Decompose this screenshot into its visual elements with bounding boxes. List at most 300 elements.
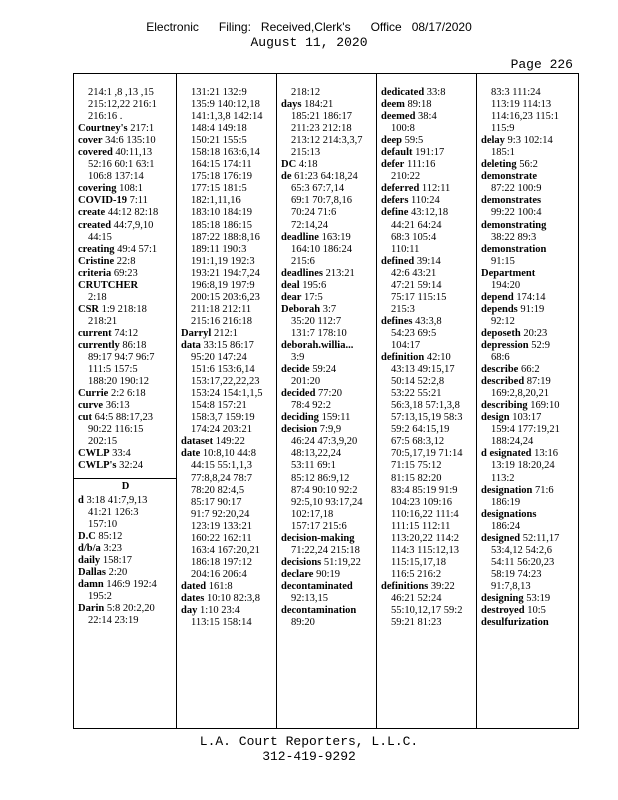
index-entry: data 33:15 86:17 [181, 339, 254, 351]
index-continuation: 157:17 215:6 [291, 520, 347, 532]
index-entry: depression 52:9 [481, 339, 550, 351]
index-headword: definition [381, 352, 425, 364]
index-entry: covering 108:1 [78, 183, 144, 195]
index-headword: dedicated [381, 87, 425, 98]
index-headword: CRUTCHER [78, 279, 139, 291]
index-continuation: 113:19 114:13 [491, 99, 552, 111]
index-continuation: 67:5 68:3,12 [391, 436, 445, 448]
index-headword: create [78, 207, 106, 219]
index-entry: definitions 39:22 [381, 580, 455, 592]
index-entry: d/b/a 3:23 [78, 542, 123, 554]
index-entry: Cristine 22:8 [78, 255, 136, 267]
index-continuation: 83:3 111:24 [491, 87, 541, 98]
index-continuation: 50:14 52:2,8 [391, 376, 445, 388]
index-headword: damn [78, 578, 104, 590]
index-entry: create 44:12 82:18 [78, 207, 159, 219]
index-headword: creating [78, 243, 115, 255]
index-headword: defined [381, 255, 415, 267]
index-continuation: 164:10 186:24 [291, 243, 352, 255]
index-entry: dataset 149:22 [181, 436, 245, 448]
index-continuation: 200:15 203:6,23 [191, 291, 260, 303]
index-headword: decision [281, 424, 318, 436]
index-headword: definitions [381, 580, 429, 592]
index-headword: deem [381, 99, 405, 111]
index-continuation: 77:8,8,24 78:7 [191, 472, 252, 484]
index-entry: CSR 1:9 218:18 [78, 303, 147, 315]
index-entry [281, 605, 373, 617]
index-entry: covered 40:11,13 [78, 147, 153, 159]
index-continuation: 53:4,12 54:2,6 [491, 544, 552, 556]
index-headword: dataset [181, 436, 214, 448]
index-headword: depends [481, 303, 518, 315]
index-entry [481, 220, 575, 232]
index-continuation: 38:22 89:3 [491, 231, 537, 243]
index-continuation: 89:17 94:7 96:7 [88, 352, 155, 364]
index-headword: d/b/a [78, 542, 101, 554]
index-continuation: 55:10,12,17 59:2 [391, 605, 463, 617]
index-continuation: 53:11 69:1 [291, 460, 336, 472]
index-entry: deep 59:5 [381, 135, 424, 147]
index-column-3 [276, 74, 376, 728]
index-headword: Courtney's [78, 123, 128, 135]
index-entry: CWLP's 32:24 [78, 460, 144, 472]
index-entry: criteria 69:23 [78, 267, 138, 279]
index-continuation: 215:6 [291, 255, 315, 267]
index-entry [481, 195, 575, 207]
index-entry: declare 90:19 [281, 568, 341, 580]
index-entry: COVID-19 7:11 [78, 195, 148, 207]
index-entry: destroyed 10:5 [481, 605, 546, 617]
index-entry: deal 195:6 [281, 279, 327, 291]
index-headword: deborah.willia... [281, 339, 354, 351]
index-entry: decided 77:20 [281, 388, 342, 400]
index-headword: declare [281, 568, 314, 580]
section-letter: D [121, 480, 130, 492]
index-headword: dear [281, 291, 302, 303]
index-continuation: 216:16 . [88, 111, 123, 123]
index-entry: deadlines 213:21 [281, 267, 355, 279]
index-entry: d esignated 13:16 [481, 448, 559, 460]
index-continuation: 182:1,11,16 [191, 195, 241, 207]
index-entry: define 43:12,18 [381, 207, 449, 219]
index-continuation: 148:4 149:18 [191, 123, 247, 135]
index-continuation: 83:4 85:19 91:9 [391, 484, 458, 496]
index-entry: deleting 56:2 [481, 159, 538, 171]
index-continuation: 100:8 [391, 123, 415, 135]
index-continuation: 186:18 197:12 [191, 556, 252, 568]
index-column-5 [476, 74, 578, 728]
index-headword: created [78, 219, 112, 231]
page-number: Page 226 [510, 57, 573, 72]
index-entry: decide 59:24 [281, 364, 337, 376]
index-entry: deciding 159:11 [281, 412, 351, 424]
index-entry: Courtney's 217:1 [78, 123, 155, 135]
index-entry: Dallas 2:20 [78, 566, 128, 578]
index-continuation: 215:16 216:18 [191, 315, 252, 327]
index-continuation: 211:18 212:11 [191, 303, 252, 315]
index-continuation: 193:21 194:7,24 [191, 267, 260, 279]
index-continuation: 215:12,22 216:1 [88, 99, 157, 111]
index-continuation: 72:14,24 [291, 219, 329, 231]
index-entry: defines 43:3,8 [381, 315, 442, 327]
index-continuation: 92:5,10 93:17,24 [291, 496, 363, 508]
index-table [73, 73, 579, 729]
index-headword: default [381, 147, 413, 159]
index-continuation: 211:23 212:18 [291, 123, 352, 135]
index-continuation: 210:22 [391, 171, 421, 183]
index-headword: describe [481, 364, 519, 376]
index-entry: dates 10:10 82:3,8 [181, 592, 261, 604]
index-column-1 [74, 74, 176, 728]
index-continuation: 106:8 137:14 [88, 171, 144, 183]
index-continuation: 57:13,15,19 58:3 [391, 412, 463, 424]
index-entry: deem 89:18 [381, 99, 432, 111]
index-headword: describing [481, 400, 528, 412]
index-entry: deferred 112:11 [381, 183, 451, 195]
index-continuation: 52:16 60:1 63:1 [88, 159, 155, 171]
index-column-4 [376, 74, 476, 728]
reporter-name: L.A. Court Reporters, L.L.C. [199, 734, 419, 749]
index-headword: deep [381, 135, 402, 147]
index-entry: created 44:7,9,10 [78, 219, 154, 231]
index-entry: curve 36:13 [78, 400, 130, 412]
index-entry: Currie 2:2 6:18 [78, 388, 146, 400]
index-continuation: 110:11 [391, 243, 420, 255]
index-continuation: 131:21 132:9 [191, 87, 247, 98]
index-continuation: 110:16,22 111:4 [391, 508, 459, 520]
index-continuation: 46:24 47:3,9,20 [291, 436, 358, 448]
index-continuation: 213:12 214:3,3,7 [291, 135, 363, 147]
index-continuation: 78:4 92:2 [291, 400, 331, 412]
index-continuation: 158:3,7 159:19 [191, 412, 255, 424]
index-continuation: 46:21 52:24 [391, 592, 442, 604]
index-headword: Deborah [281, 303, 321, 315]
index-continuation: 92:12 [491, 315, 515, 327]
index-continuation: 123:19 133:21 [191, 520, 252, 532]
index-continuation: 151:6 153:6,14 [191, 364, 255, 376]
index-entry: cover 34:6 135:10 [78, 135, 156, 147]
index-headword: deferred [381, 183, 420, 195]
index-continuation: 65:3 67:7,14 [291, 183, 345, 195]
index-headword: day [181, 605, 198, 617]
index-headword: deadline [281, 231, 319, 243]
index-continuation: 68:3 105:4 [391, 231, 437, 243]
index-entry: definition 42:10 [381, 352, 451, 364]
index-continuation: 56:3,18 57:1,3,8 [391, 400, 460, 412]
index-continuation: 3:9 [291, 352, 305, 364]
index-continuation: 116:5 216:2 [391, 568, 442, 580]
index-continuation: 2:18 [88, 291, 107, 303]
index-headword: decided [281, 388, 316, 400]
index-entry: dear 17:5 [281, 291, 323, 303]
index-column-2 [176, 74, 276, 728]
index-headword: designed [481, 532, 521, 544]
index-continuation: 185:1 [491, 147, 515, 159]
index-continuation: 164:15 174:11 [191, 159, 252, 171]
index-continuation: 91:7,8,13 [491, 580, 531, 592]
index-headword: delay [481, 135, 505, 147]
index-entry [281, 533, 373, 545]
index-entry: defer 111:16 [381, 159, 436, 171]
index-entry: de 61:23 64:18,24 [281, 171, 358, 183]
index-continuation: 113:15 158:14 [191, 617, 252, 629]
index-continuation: 177:15 181:5 [191, 183, 247, 195]
index-entry: DC 4:18 [281, 159, 318, 171]
index-entry: describe 66:2 [481, 364, 540, 376]
index-headword: decision-making [281, 532, 355, 544]
index-continuation: 115:9 [491, 123, 515, 135]
index-headword: deposeth [481, 327, 521, 339]
index-entry: days 184:21 [281, 99, 334, 111]
index-continuation: 44:15 [88, 231, 112, 243]
index-continuation: 70:24 71:6 [291, 207, 337, 219]
index-headword: cover [78, 135, 103, 147]
index-continuation: 201:20 [291, 376, 321, 388]
index-headword: d [78, 494, 84, 506]
index-headword: cut [78, 412, 92, 424]
index-headword: dated [181, 580, 207, 592]
index-entry: day 1:10 23:4 [181, 605, 240, 617]
index-continuation: 85:12 86:9,12 [291, 472, 350, 484]
index-continuation: 141:1,3,8 142:14 [191, 111, 263, 123]
index-headword: COVID-19 [78, 195, 127, 207]
index-continuation: 54:11 56:20,23 [491, 556, 555, 568]
index-continuation: 13:19 18:20,24 [491, 460, 555, 472]
index-continuation: 111:15 112:11 [391, 520, 451, 532]
index-entry [481, 268, 575, 280]
index-entry [281, 581, 373, 593]
index-headword: decide [281, 364, 310, 376]
index-entry: dated 161:8 [181, 580, 233, 592]
index-continuation: 169:2,8,20,21 [491, 388, 550, 400]
index-continuation: 71:15 75:12 [391, 460, 442, 472]
index-headword: defers [381, 195, 409, 207]
index-entry: delay 9:3 102:14 [481, 135, 553, 147]
index-entry: d 3:18 41:7,9,13 [78, 494, 148, 506]
index-headword: deciding [281, 412, 319, 424]
index-entry: damn 146:9 192:4 [78, 578, 157, 590]
index-entry: dedicated 33:8 [381, 87, 446, 98]
index-entry [481, 244, 575, 256]
index-entry: daily 158:17 [78, 554, 132, 566]
index-headword: curve [78, 400, 104, 412]
index-headword: demonstration [481, 243, 547, 255]
index-continuation: 188:20 190:12 [88, 376, 149, 388]
index-entry: D.C 85:12 [78, 530, 123, 542]
index-entry: decision 7:9,9 [281, 424, 342, 436]
index-continuation: 75:17 115:15 [391, 291, 447, 303]
index-headword: data [181, 339, 201, 351]
index-headword: design [481, 412, 510, 424]
index-entry: design 103:17 [481, 412, 542, 424]
index-continuation: 90:22 116:15 [88, 424, 144, 436]
index-continuation: 185:18 186:15 [191, 219, 252, 231]
index-continuation: 59:2 64:15,19 [391, 424, 450, 436]
index-headword: CSR [78, 303, 100, 315]
index-headword: demonstrates [481, 195, 542, 207]
index-entry: deemed 38:4 [381, 111, 437, 123]
index-continuation: 188:24,24 [491, 436, 534, 448]
index-headword: Cristine [78, 255, 115, 267]
index-continuation: 191:1,19 192:3 [191, 255, 255, 267]
index-continuation: 194:20 [491, 279, 521, 291]
index-headword: designations [481, 508, 537, 520]
index-headword: decontaminated [281, 580, 353, 592]
index-headword: described [481, 376, 525, 388]
index-entry: defined 39:14 [381, 255, 441, 267]
index-headword: date [181, 448, 201, 460]
index-continuation: 163:4 167:20,21 [191, 544, 260, 556]
index-continuation: 187:22 188:8,16 [191, 231, 260, 243]
index-continuation: 102:17,18 [291, 508, 334, 520]
index-entry [78, 280, 173, 292]
index-entry: depend 174:14 [481, 291, 546, 303]
index-entry: date 10:8,10 44:8 [181, 448, 256, 460]
index-headword: dates [181, 592, 205, 604]
index-headword: currently [78, 339, 120, 351]
index-continuation: 81:15 82:20 [391, 472, 442, 484]
index-continuation: 153:24 154:1,1,5 [191, 388, 263, 400]
index-continuation: 131:7 178:10 [291, 327, 347, 339]
index-headword: designation [481, 484, 533, 496]
index-continuation: 54:23 69:5 [391, 327, 437, 339]
index-continuation: 22:14 23:19 [88, 615, 139, 627]
index-headword: CWLP's [78, 460, 117, 472]
index-headword: designing [481, 592, 524, 604]
index-entry [481, 171, 575, 183]
index-continuation: 44:15 55:1,1,3 [191, 460, 252, 472]
index-headword: depend [481, 291, 514, 303]
index-continuation: 87:22 100:9 [491, 183, 542, 195]
index-headword: DC [281, 159, 297, 171]
index-continuation: 87:4 90:10 92:2 [291, 484, 358, 496]
index-continuation: 92:13,15 [291, 592, 329, 604]
index-entry: Deborah 3:7 [281, 303, 337, 315]
index-continuation: 59:21 81:23 [391, 617, 442, 629]
index-continuation: 78:20 82:4,5 [191, 484, 245, 496]
index-continuation: 41:21 126:3 [88, 506, 139, 518]
index-continuation: 44:21 64:24 [391, 219, 442, 231]
index-continuation: 215:3 [391, 303, 415, 315]
index-entry: describing 169:10 [481, 400, 560, 412]
index-entry: default 191:17 [381, 147, 445, 159]
index-headword: decontamination [281, 605, 357, 617]
index-headword: criteria [78, 267, 112, 279]
index-headword: D.C [78, 530, 96, 542]
index-headword: daily [78, 554, 101, 566]
index-continuation: 157:10 [88, 518, 118, 530]
index-headword: days [281, 99, 302, 111]
index-entry: deposeth 20:23 [481, 327, 548, 339]
index-headword: de [281, 171, 292, 183]
index-headword: CWLP [78, 448, 110, 460]
index-continuation: 195:2 [88, 590, 112, 602]
index-continuation: 158:18 163:6,14 [191, 147, 260, 159]
index-continuation: 202:15 [88, 436, 118, 448]
index-entry: decisions 51:19,22 [281, 556, 361, 568]
index-headword: covering [78, 183, 117, 195]
section-divider [74, 478, 176, 479]
index-headword: defines [381, 315, 413, 327]
index-headword: demonstrate [481, 171, 537, 183]
index-continuation: 153:17,22,22,23 [191, 376, 260, 388]
index-continuation: 135:9 140:12,18 [191, 99, 260, 111]
index-continuation: 47:21 59:14 [391, 279, 442, 291]
index-entry: defers 110:24 [381, 195, 440, 207]
index-entry: current 74:12 [78, 327, 139, 339]
index-headword: define [381, 207, 409, 219]
transcript-date: August 11, 2020 [250, 35, 368, 50]
index-entry: creating 49:4 57:1 [78, 243, 158, 255]
index-continuation: 48:13,22,24 [291, 448, 342, 460]
index-continuation: 68:6 [491, 352, 510, 364]
index-headword: covered [78, 147, 113, 159]
index-headword: Darryl [181, 327, 212, 339]
index-continuation: 42:6 43:21 [391, 267, 437, 279]
index-headword: deemed [381, 111, 416, 123]
index-continuation: 91:7 92:20,24 [191, 508, 250, 520]
index-continuation: 95:20 147:24 [191, 352, 247, 364]
index-entry: Darryl 212:1 [181, 327, 238, 339]
filing-stamp: Electronic Filing: Received,Clerk's Office 08/17/2020 [146, 20, 472, 34]
index-entry [481, 617, 575, 629]
index-continuation: 113:20,22 114:2 [391, 532, 460, 544]
index-headword: defer [381, 159, 405, 171]
index-continuation: 53:22 55:21 [391, 388, 442, 400]
reporter-phone: 312-419-9292 [262, 749, 356, 764]
index-continuation: 114:3 115:12,13 [391, 544, 460, 556]
index-continuation: 196:8,19 197:9 [191, 279, 255, 291]
index-continuation: 186:19 [491, 496, 521, 508]
index-headword: deal [281, 279, 300, 291]
index-continuation: 215:13 [291, 147, 321, 159]
index-continuation: 58:19 74:23 [491, 568, 542, 580]
court-reporter-footer [0, 734, 618, 764]
index-headword: Darin [78, 602, 105, 614]
index-continuation: 115:15,17,18 [391, 556, 447, 568]
index-continuation: 218:21 [88, 315, 118, 327]
index-entry [281, 340, 373, 352]
index-headword: Department [481, 267, 536, 279]
index-continuation: 70:5,17,19 71:14 [391, 448, 463, 460]
index-continuation: 85:17 90:17 [191, 496, 242, 508]
index-continuation: 35:20 112:7 [291, 315, 342, 327]
index-continuation: 160:22 162:11 [191, 532, 252, 544]
index-continuation: 186:24 [491, 520, 521, 532]
index-continuation: 185:21 186:17 [291, 111, 352, 123]
index-entry: currently 86:18 [78, 339, 147, 351]
index-entry: designed 52:11,17 [481, 532, 560, 544]
index-continuation: 71:22,24 215:18 [291, 544, 360, 556]
index-headword: destroyed [481, 605, 525, 617]
index-entry: cut 64:5 88:17,23 [78, 412, 153, 424]
index-headword: deleting [481, 159, 517, 171]
index-headword: deadlines [281, 267, 324, 279]
index-continuation: 111:5 157:5 [88, 364, 138, 376]
index-continuation: 218:12 [291, 87, 321, 98]
index-headword: d esignated [481, 448, 532, 460]
index-headword: desulfurization [481, 617, 549, 629]
index-continuation: 174:24 203:21 [191, 424, 252, 436]
index-continuation: 154:8 157:21 [191, 400, 247, 412]
index-continuation: 89:20 [291, 617, 315, 629]
index-continuation: 183:10 184:19 [191, 207, 252, 219]
index-continuation: 114:16,23 115:1 [491, 111, 560, 123]
index-continuation: 204:16 206:4 [191, 568, 247, 580]
index-continuation: 43:13 49:15,17 [391, 364, 455, 376]
index-continuation: 150:21 155:5 [191, 135, 247, 147]
index-continuation: 113:2 [491, 472, 515, 484]
